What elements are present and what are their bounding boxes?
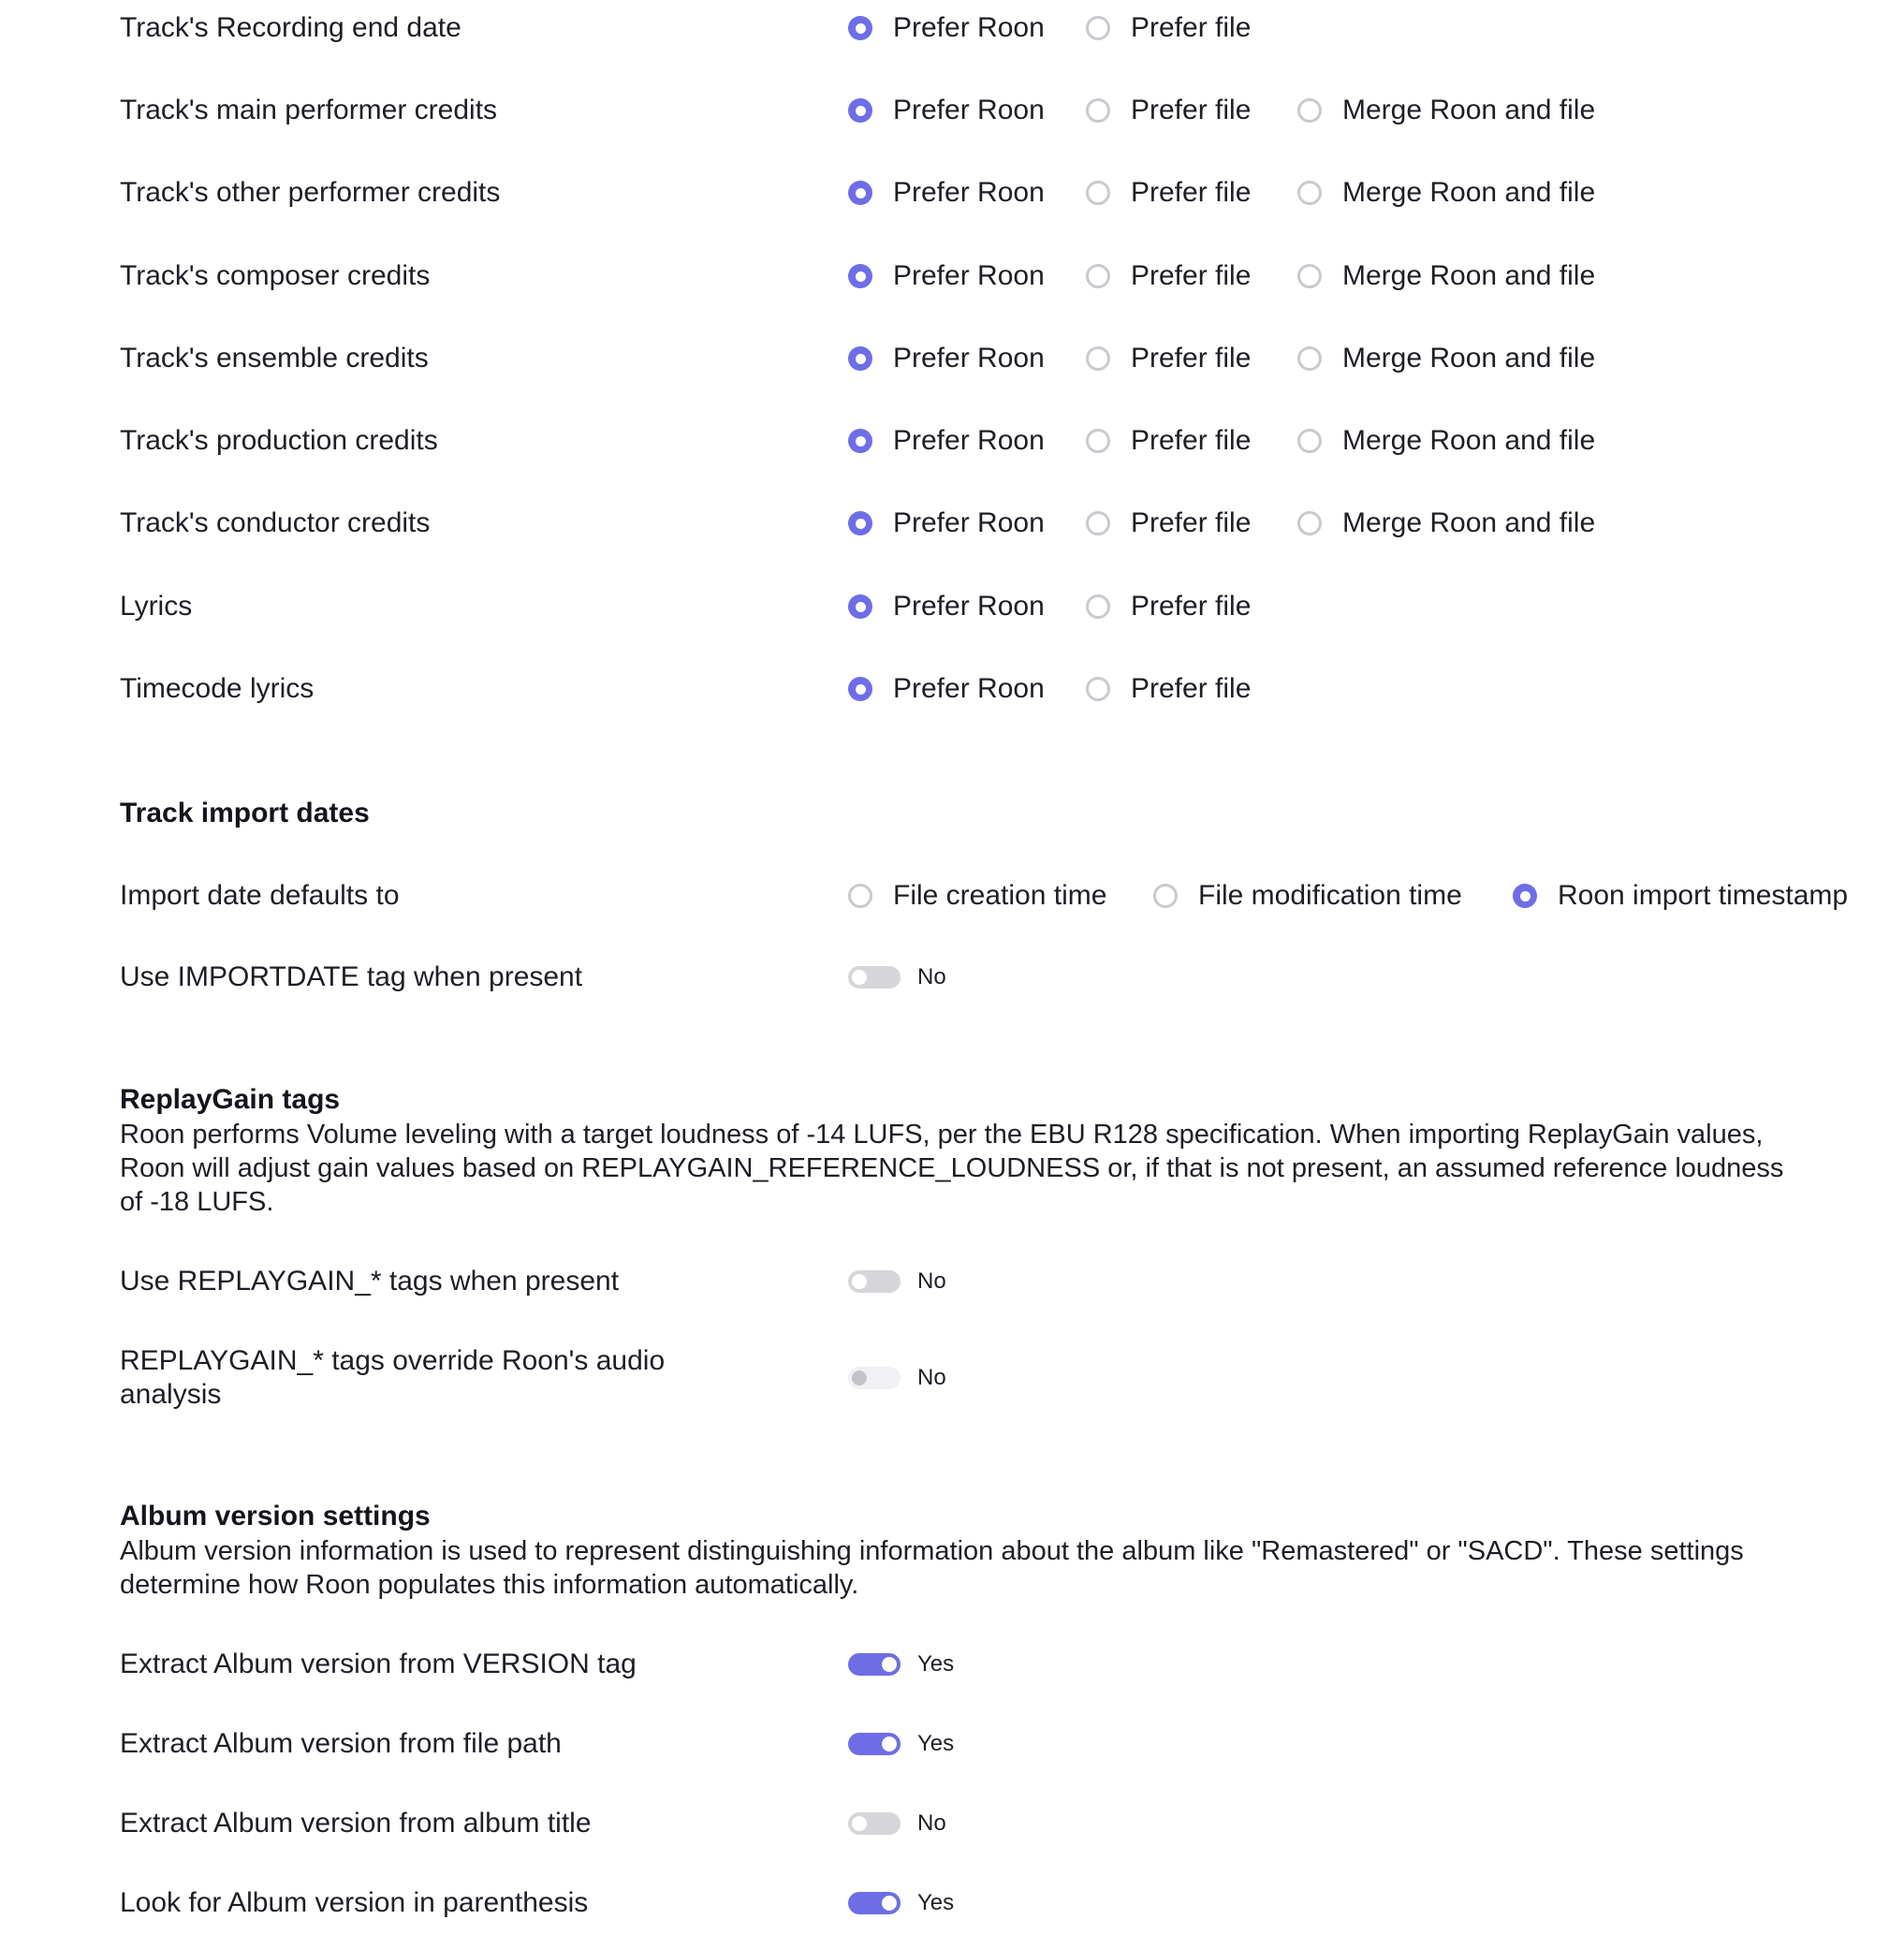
album-version-parenthesis-row	[120, 1875, 1805, 1931]
radio-icon	[1086, 594, 1110, 619]
radio-checked-icon	[848, 594, 872, 619]
radio-icon	[848, 884, 872, 908]
importdate-tag-toggle[interactable]: No	[848, 949, 946, 1005]
option-prefer-file[interactable]: Prefer file	[1086, 82, 1251, 139]
toggle-switch-disabled[interactable]	[848, 1367, 901, 1389]
track-pref-row	[120, 661, 1805, 717]
radio-icon	[1086, 429, 1110, 453]
option-prefer-roon[interactable]: Prefer Roon	[848, 661, 1045, 717]
track-pref-label: Track's composer credits	[120, 260, 431, 291]
option-file-modification-time[interactable]: File modification time	[1153, 868, 1462, 924]
track-pref-label: Track's other performer credits	[120, 177, 501, 208]
replaygain-use-row	[120, 1253, 1805, 1310]
album-version-tag-label: Extract Album version from VERSION tag	[120, 1649, 637, 1679]
radio-icon	[1086, 346, 1110, 371]
radio-icon	[1086, 98, 1110, 123]
option-merge-roon-and-file[interactable]: Merge Roon and file	[1297, 165, 1595, 221]
track-pref-label: Track's conductor credits	[120, 507, 431, 538]
option-prefer-roon[interactable]: Prefer Roon	[848, 165, 1045, 221]
option-prefer-roon[interactable]: Prefer Roon	[848, 82, 1045, 139]
radio-checked-icon	[848, 346, 872, 371]
toggle-switch[interactable]	[848, 1812, 901, 1835]
album-version-path-label: Extract Album version from file path	[120, 1728, 562, 1759]
album-version-title-label: Extract Album version from album title	[120, 1808, 592, 1839]
radio-icon	[1086, 16, 1110, 40]
option-prefer-file[interactable]: Prefer file	[1086, 330, 1251, 387]
option-prefer-file[interactable]: Prefer file	[1086, 0, 1251, 56]
album-version-description: Album version information is used to represent distinguishing information about the album like "Remastered" or "SACD". These settings determine how Roon populates this information automatically.	[120, 1536, 1744, 1600]
track-pref-row	[120, 82, 1805, 139]
track-pref-label: Timecode lyrics	[120, 673, 315, 704]
track-pref-row	[120, 248, 1805, 304]
option-prefer-roon[interactable]: Prefer Roon	[848, 413, 1045, 469]
track-pref-row	[120, 330, 1805, 387]
import-date-default-label: Import date defaults to	[120, 880, 400, 911]
track-pref-label: Track's production credits	[120, 425, 438, 456]
replaygain-override-row	[120, 1336, 1805, 1420]
option-prefer-file[interactable]: Prefer file	[1086, 661, 1251, 717]
radio-icon	[1086, 264, 1110, 288]
radio-icon	[1297, 181, 1322, 205]
album-version-tag-row	[120, 1636, 1805, 1693]
option-file-creation-time[interactable]: File creation time	[848, 868, 1106, 924]
radio-icon	[1297, 511, 1322, 535]
radio-checked-icon	[848, 677, 872, 701]
track-pref-label: Track's main performer credits	[120, 95, 498, 125]
toggle-switch[interactable]	[848, 1270, 901, 1293]
option-prefer-roon[interactable]: Prefer Roon	[848, 579, 1045, 635]
option-prefer-file[interactable]: Prefer file	[1086, 413, 1251, 469]
importdate-tag-row	[120, 949, 1805, 1005]
album-version-path-row	[120, 1716, 1805, 1772]
option-prefer-roon[interactable]: Prefer Roon	[848, 330, 1045, 387]
import-dates-title: Track import dates	[120, 798, 370, 828]
option-merge-roon-and-file[interactable]: Merge Roon and file	[1297, 248, 1595, 304]
importdate-tag-label: Use IMPORTDATE tag when present	[120, 961, 583, 992]
option-prefer-roon[interactable]: Prefer Roon	[848, 0, 1045, 56]
replaygain-override-label: REPLAYGAIN_* tags override Roon's audio analysis	[120, 1345, 666, 1410]
option-merge-roon-and-file[interactable]: Merge Roon and file	[1297, 413, 1595, 469]
radio-checked-icon	[848, 429, 872, 453]
radio-checked-icon	[848, 98, 872, 123]
track-pref-row	[120, 579, 1805, 635]
toggle-switch[interactable]	[848, 1733, 901, 1755]
track-pref-row	[120, 165, 1805, 221]
album-version-parenthesis-toggle[interactable]: Yes	[848, 1875, 954, 1931]
radio-icon	[1297, 98, 1322, 123]
option-roon-import-timestamp[interactable]: Roon import timestamp	[1513, 868, 1848, 924]
option-merge-roon-and-file[interactable]: Merge Roon and file	[1297, 330, 1595, 387]
radio-checked-icon	[848, 181, 872, 205]
import-date-default-row	[120, 868, 1849, 924]
radio-icon	[1086, 511, 1110, 535]
radio-icon	[1086, 677, 1110, 701]
radio-icon	[1297, 429, 1322, 453]
toggle-switch[interactable]	[848, 1892, 901, 1914]
option-prefer-file[interactable]: Prefer file	[1086, 165, 1251, 221]
radio-checked-icon	[1513, 884, 1537, 908]
radio-icon	[1297, 346, 1322, 371]
radio-checked-icon	[848, 511, 872, 535]
radio-icon	[1153, 884, 1178, 908]
album-version-path-toggle[interactable]: Yes	[848, 1716, 954, 1772]
radio-icon	[1297, 264, 1322, 288]
option-prefer-file[interactable]: Prefer file	[1086, 248, 1251, 304]
option-prefer-roon[interactable]: Prefer Roon	[848, 248, 1045, 304]
option-prefer-file[interactable]: Prefer file	[1086, 495, 1251, 551]
replaygain-override-toggle[interactable]: No	[848, 1336, 946, 1420]
radio-checked-icon	[848, 264, 872, 288]
album-version-tag-toggle[interactable]: Yes	[848, 1636, 954, 1693]
replaygain-use-label: Use REPLAYGAIN_* tags when present	[120, 1266, 620, 1297]
radio-icon	[1086, 181, 1110, 205]
album-version-title-toggle[interactable]: No	[848, 1795, 946, 1852]
track-pref-row	[120, 413, 1805, 469]
track-pref-row	[120, 495, 1805, 551]
track-pref-label: Lyrics	[120, 591, 193, 622]
option-merge-roon-and-file[interactable]: Merge Roon and file	[1297, 82, 1595, 139]
album-version-parenthesis-label: Look for Album version in parenthesis	[120, 1887, 589, 1918]
track-pref-row	[120, 0, 1805, 56]
replaygain-description: Roon performs Volume leveling with a target loudness of -14 LUFS, per the EBU R128 specification. When importing ReplayGain values, Roon will adjust gain values based on REPLAYGAIN_REFERENCE_LOUDNESS or, if that is not present, an assumed reference loudness of -18 LUFS.	[120, 1120, 1784, 1217]
option-prefer-roon[interactable]: Prefer Roon	[848, 495, 1045, 551]
radio-checked-icon	[848, 16, 872, 40]
album-version-title: Album version settings	[120, 1501, 431, 1531]
replaygain-title: ReplayGain tags	[120, 1084, 341, 1115]
option-merge-roon-and-file[interactable]: Merge Roon and file	[1297, 495, 1595, 551]
track-pref-label: Track's ensemble credits	[120, 343, 429, 374]
option-prefer-file[interactable]: Prefer file	[1086, 579, 1251, 635]
replaygain-use-toggle[interactable]: No	[848, 1253, 946, 1310]
track-pref-label: Track's Recording end date	[120, 12, 461, 43]
toggle-switch[interactable]	[848, 966, 901, 989]
album-version-title-row	[120, 1795, 1805, 1852]
toggle-switch[interactable]	[848, 1653, 901, 1676]
